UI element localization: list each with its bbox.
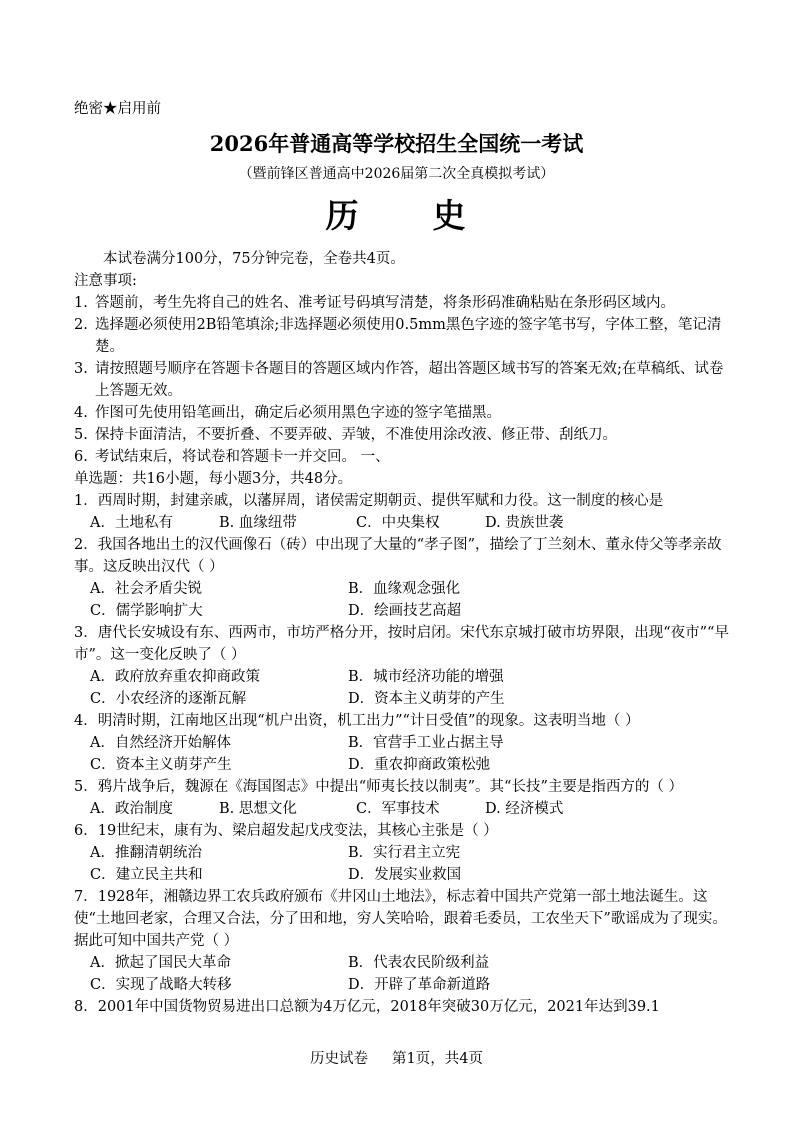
- question-8-stem: 8．2001年中国货物贸易进出口总额为4万亿元，2018年突破30万亿元，2021年达到39.1: [74, 999, 660, 1015]
- option-c: C．儒学影响扩大: [90, 603, 203, 619]
- option-d: D．重农抑商政策松弛: [348, 757, 491, 773]
- option-b: B．城市经济功能的增强: [348, 669, 504, 685]
- notes-title: 注意事项:: [74, 273, 137, 289]
- note-item: [74, 314, 734, 358]
- option-c: C．建立民主共和: [90, 867, 203, 883]
- option-d: D. 经济模式: [485, 801, 564, 817]
- option-c: C．中央集权: [356, 515, 440, 531]
- option-c: C．小农经济的逐渐瓦解: [90, 691, 247, 707]
- exam-content: [74, 248, 734, 1018]
- option-a: A．自然经济开始解体: [90, 735, 231, 751]
- option-b: B．代表农民阶级利益: [348, 955, 490, 971]
- subject-heading: [0, 190, 793, 237]
- question-4-stem: 4．明清时期，江南地区出现“机户出资，机工出力”“计日受值”的现象。这表明当地（ ）: [74, 713, 640, 729]
- option-a: A．土地私有: [90, 515, 173, 531]
- option-c: C．资本主义萌芽产生: [90, 757, 232, 773]
- note-item: [74, 446, 734, 468]
- option-b: B. 血缘纽带: [219, 515, 297, 531]
- option-a: A．政府放弃重农抑商政策: [90, 669, 260, 685]
- question-1-options: [74, 512, 734, 534]
- question-3-options: [74, 666, 734, 710]
- page-footer: [0, 1047, 793, 1068]
- note-item: [74, 292, 734, 314]
- subject-char-1: 历: [325, 196, 361, 235]
- note-number: 2.: [74, 317, 88, 333]
- note-text: 作图可先使用铅笔画出，确定后必须用黑色字迹的签字笔描黑。: [95, 405, 501, 421]
- note-item: [74, 402, 734, 424]
- option-d: D．开辟了革命新道路: [348, 977, 491, 993]
- note-number: 5.: [74, 427, 88, 443]
- note-number: 3.: [74, 361, 88, 377]
- option-d: D．发展实业救国: [348, 867, 462, 883]
- question-6-stem: 6．19世纪末，康有为、梁启超发起戊戌变法，其核心主张是（ ）: [74, 823, 498, 839]
- note-text: 保持卡面清洁，不要折叠、不要弄破、弄皱，不准使用涂改液、修正带、刮纸刀。: [95, 427, 617, 443]
- option-a: A．推翻清朝统治: [90, 845, 202, 861]
- option-b: B．实行君主立宪: [348, 845, 461, 861]
- note-number: 6.: [74, 449, 88, 465]
- confidential-label: 绝密★启用前: [74, 101, 161, 117]
- note-text: 选择题必须使用2B铅笔填涂;非选择题必须使用0.5mm黑色字迹的签字笔书写，字体工整，笔记清楚。: [95, 317, 722, 355]
- question-5-stem: 5．鸦片战争后，魏源在《海国图志》中提出“师夷长技以制夷”。其“长技”主要是指西方的（ ）: [74, 779, 683, 795]
- option-b: B．血缘观念强化: [348, 581, 461, 597]
- option-c: C．军事技术: [356, 801, 440, 817]
- note-text: 请按照题号顺序在答题卡各题目的答题区域内作答，超出答题区域书写的答案无效;在草稿纸、试卷上答题无效。: [95, 361, 724, 399]
- option-d: D．绘画技艺高超: [348, 603, 462, 619]
- option-c: C．实现了战略大转移: [90, 977, 232, 993]
- note-item: [74, 424, 734, 446]
- section-heading: 单选题：共16小题，每小题3分，共48分。: [74, 471, 353, 487]
- option-d: D. 贵族世袭: [485, 515, 564, 531]
- note-item: [74, 358, 734, 402]
- question-4-options: [74, 732, 734, 776]
- option-a: A．政治制度: [90, 801, 173, 817]
- question-6-options: [74, 842, 734, 886]
- question-7-options: [74, 952, 734, 996]
- option-a: A．社会矛盾尖锐: [90, 581, 202, 597]
- question-3-stem: 3．唐代长安城设有东、西两市，市坊严格分开，按时启闭。宋代东京城打破市坊界限，出现“夜市”“早市”。这一变化反映了（ ）: [74, 625, 729, 663]
- note-text: 考试结束后，将试卷和答题卡一并交回。 一、: [95, 449, 390, 465]
- question-5-options: [74, 798, 734, 820]
- exam-title: 2026年普通高等学校招生全国统一考试: [209, 131, 584, 156]
- option-b: B．官营手工业占据主导: [348, 735, 504, 751]
- subject-char-2: 史: [432, 196, 468, 235]
- note-text: 答题前，考生先将自己的姓名、准考证号码填写清楚，将条形码准确粘贴在条形码区域内。: [95, 295, 675, 311]
- question-1-stem: 1．西周时期，封建亲戚，以藩屏周，诸侯需定期朝贡、提供军赋和力役。这一制度的核心是: [74, 493, 664, 509]
- note-number: 4.: [74, 405, 88, 421]
- footer-paper-name: 历史试卷: [310, 1051, 369, 1067]
- option-d: D．资本主义萌芽的产生: [348, 691, 505, 707]
- footer-page-number: 第1页，共4页: [392, 1051, 483, 1067]
- note-number: 1.: [74, 295, 88, 311]
- question-2-options: [74, 578, 734, 622]
- question-7-stem: 7．1928年，湘赣边界工农兵政府颁布《井冈山土地法》，标志着中国共产党第一部土地法诞生。这使“土地回老家，合理又合法，分了田和地，穷人笑哈哈，跟着毛委员，工农坐天下”歌谣成为了现实。据此可知中国共产党（ ）: [74, 889, 727, 949]
- option-a: A．掀起了国民大革命: [90, 955, 231, 971]
- exam-subtitle: （暨前锋区普通高中2026届第二次全真模拟考试）: [238, 166, 555, 182]
- intro-text: 本试卷满分100分，75分钟完卷，全卷共4页。: [103, 251, 405, 267]
- question-2-stem: 2．我国各地出土的汉代画像石（砖）中出现了大量的“孝子图”，描绘了丁兰刻木、董永侍父等孝亲故事。这反映出汉代（ ）: [74, 537, 722, 575]
- option-b: B. 思想文化: [219, 801, 297, 817]
